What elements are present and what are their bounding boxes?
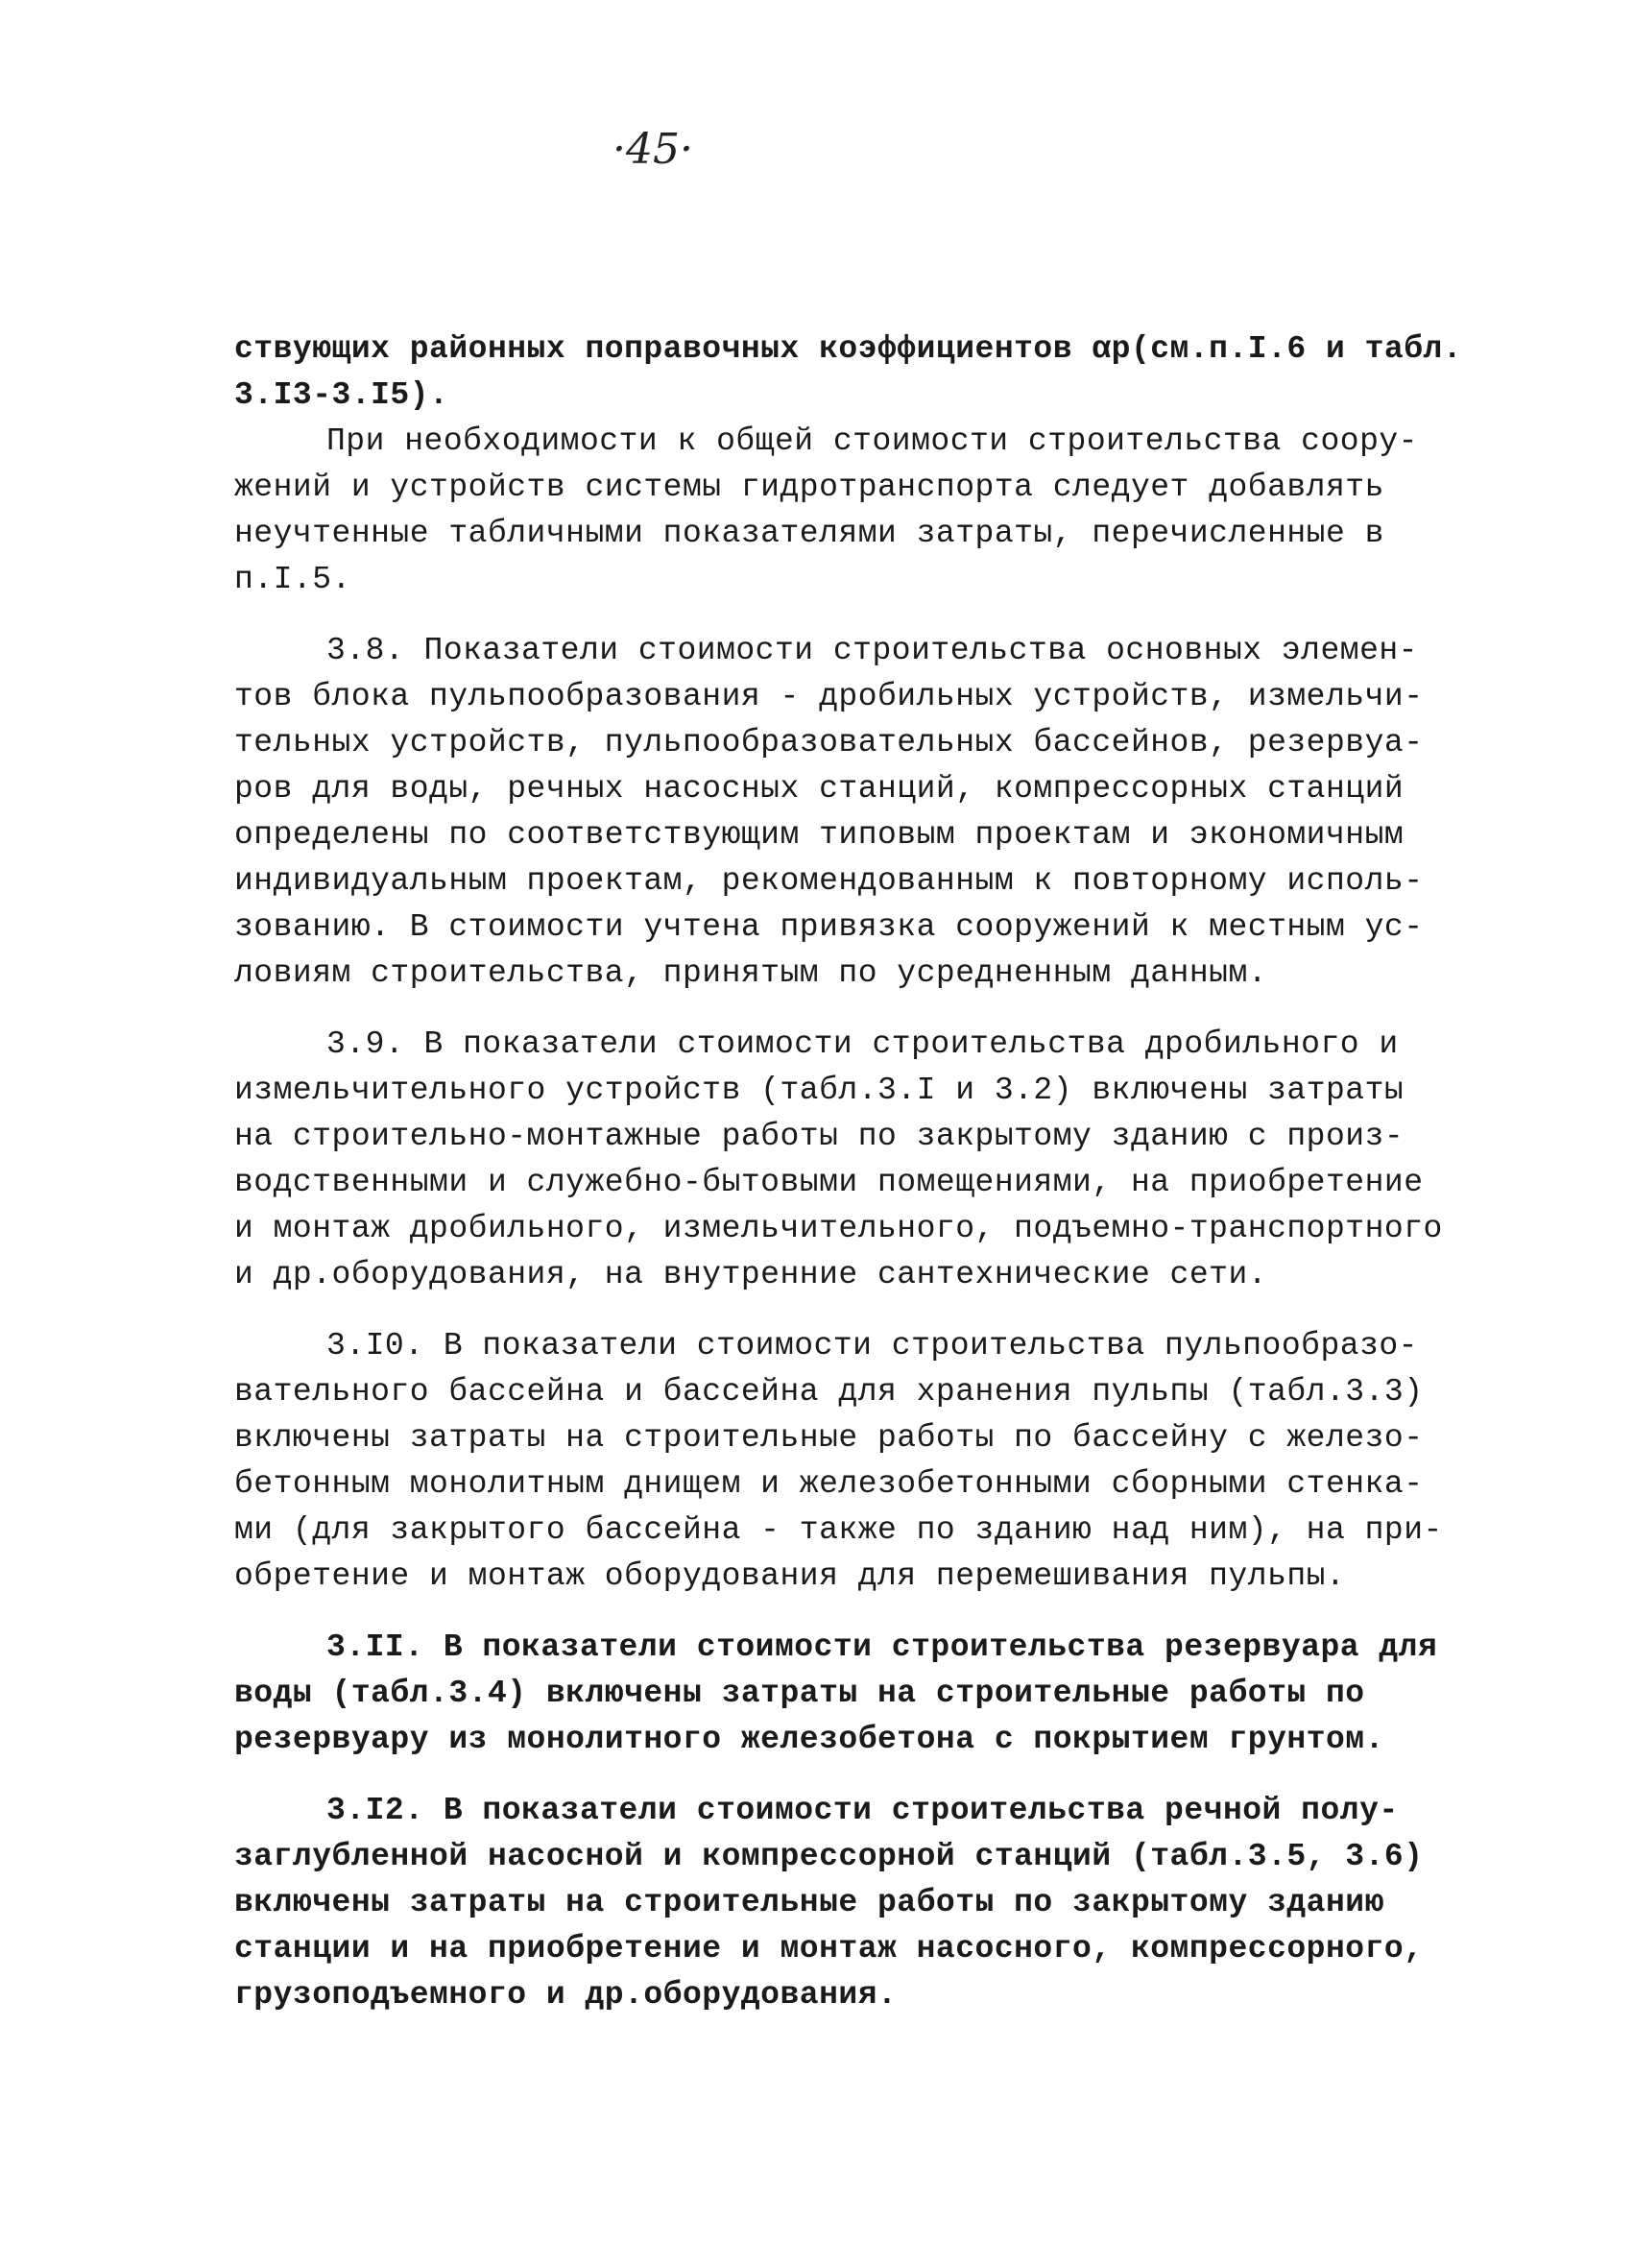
text-line: заглубленной насосной и компрессорной станций (табл.3.5, 3.6) (234, 1839, 1424, 1874)
text-line: на строительно-монтажные работы по закрытому зданию с произ- (234, 1119, 1405, 1154)
paragraph-continuation (234, 326, 1463, 419)
text-line: 3.II. В показатели стоимости строительства резервуара для (326, 1629, 1438, 1665)
text-line: 3.I0. В показатели стоимости строительства пульпообразо- (326, 1328, 1418, 1363)
text-line: обретение и монтаж оборудования для перемешивания пульпы. (234, 1558, 1346, 1594)
text-line: тов блока пульпообразования - дробильных устройств, измельчи- (234, 679, 1424, 714)
text-line: грузоподъемного и др.оборудования. (234, 1977, 898, 2013)
text-line: 3.I2. В показатели стоимости строительства речной полу- (326, 1793, 1399, 1828)
text-line: измельчительного устройств (табл.3.I и 3.2) включены затраты (234, 1073, 1405, 1108)
text-line: жений и устройств системы гидротранспорта следует добавлять (234, 470, 1384, 505)
text-line: 3.9. В показатели стоимости строительства дробильного и (326, 1026, 1399, 1062)
text-line: резервуару из монолитного железобетона с покрытием грунтом. (234, 1722, 1384, 1757)
paragraph-3-10 (234, 1323, 1443, 1600)
text-line: включены затраты на строительные работы по закрытому зданию (234, 1885, 1384, 1920)
text-line: ми (для закрытого бассейна - также по зданию над ним), на при- (234, 1512, 1443, 1548)
text-line: ров для воды, речных насосных станций, компрессорных станций (234, 771, 1405, 807)
text-line: п.I.5. (234, 562, 351, 597)
paragraph-additional-costs (234, 419, 1425, 603)
page-number: ·45· (612, 125, 693, 174)
text-line: водственными и служебно-бытовыми помещениями, на приобретение (234, 1165, 1424, 1200)
paragraph-3-11 (234, 1625, 1438, 1763)
text-line: 3.I3-3.I5). (234, 377, 449, 413)
text-line: и монтаж дробильного, измельчительного, подъемно-транспортного (234, 1211, 1443, 1246)
text-line: и др.оборудования, на внутренние сантехнические сети. (234, 1257, 1268, 1292)
text-line: определены по соответствующим типовым проектам и экономичным (234, 817, 1405, 853)
text-line: тельных устройств, пульпообразовательных бассейнов, резервуа- (234, 725, 1424, 760)
paragraph-3-8 (234, 628, 1425, 997)
paragraph-3-12 (234, 1788, 1425, 2018)
text-line: бетонным монолитным днищем и железобетонными сборными стенка- (234, 1466, 1424, 1502)
text-line: зованию. В стоимости учтена привязка сооружений к местным ус- (234, 909, 1424, 945)
text-line: индивидуальным проектам, рекомендованным к повторному исполь- (234, 863, 1424, 899)
body-text (234, 326, 1463, 2018)
text-line: станции и на приобретение и монтаж насосного, компрессорного, (234, 1931, 1424, 1966)
text-line: 3.8. Показатели стоимости строительства основных элемен- (326, 633, 1418, 668)
text-line: ствующих районных поправочных коэффициентов αр(см.п.I.6 и табл. (234, 331, 1463, 367)
text-line: вательного бассейна и бассейна для хранения пульпы (табл.3.3) (234, 1374, 1424, 1410)
text-line: При необходимости к общей стоимости строительства соору- (326, 423, 1418, 459)
text-line: неучтенные табличными показателями затраты, перечисленные в (234, 516, 1384, 551)
paragraph-3-9 (234, 1022, 1443, 1298)
text-line: ловиям строительства, принятым по усредненным данным. (234, 955, 1268, 991)
text-line: воды (табл.3.4) включены затраты на строительные работы по (234, 1676, 1365, 1711)
text-line: включены затраты на строительные работы по бассейну с железо- (234, 1420, 1424, 1456)
